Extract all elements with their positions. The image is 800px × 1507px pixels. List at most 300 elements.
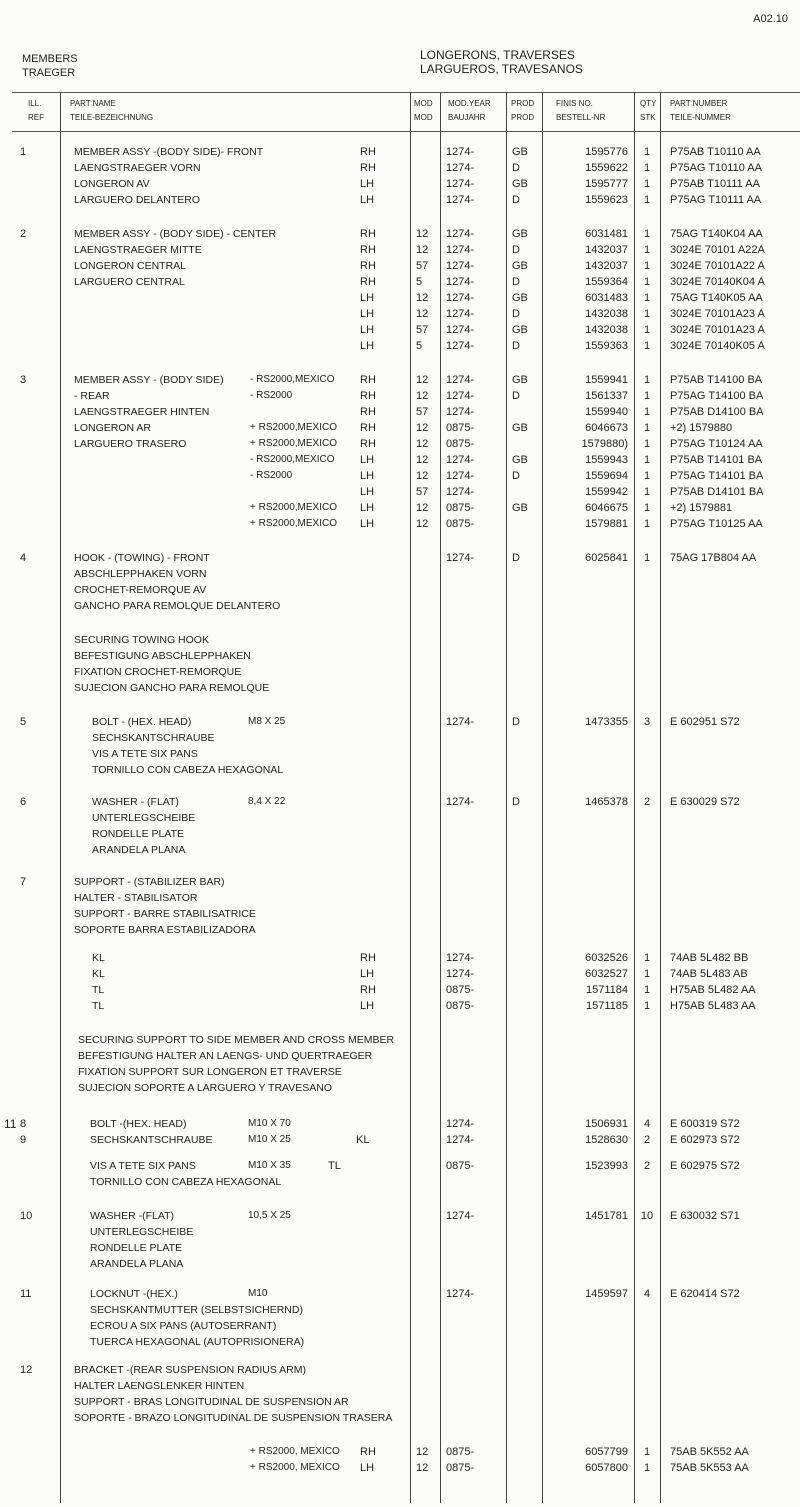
cell-year: 1274- (446, 1210, 475, 1222)
cell-name: SUPPORT - (STABILIZER BAR) (74, 876, 225, 888)
description-line: UNTERLEGSCHEIBE (90, 1226, 194, 1238)
cell-side: LH (360, 502, 375, 514)
cell-year: 1274- (446, 1118, 475, 1130)
cell-name: LOCKNUT -(HEX.) (90, 1288, 178, 1300)
section-title-right (420, 48, 583, 76)
cell-var: + RS2000, MEXICO (250, 1446, 340, 1457)
col-header-finis: FINIS NO. BESTELL-NR (556, 99, 606, 122)
cell-qty: 1 (643, 1446, 651, 1458)
cell-part: 75AG 17B804 AA (670, 552, 757, 564)
cell-var: + RS2000,MEXICO (250, 422, 337, 433)
cell-side: LH (360, 454, 375, 466)
cell-prod: D (512, 194, 520, 206)
description-line: SUPPORT - BRAS LONGITUDINAL DE SUSPENSION AR (74, 1396, 349, 1408)
cell-ref: 5 (20, 716, 27, 728)
cell-mod: 57 (416, 406, 429, 418)
table-row (0, 982, 800, 998)
cell-year: 1274- (446, 162, 475, 174)
cell-year: 0875- (446, 1446, 475, 1458)
cell-ref: 1 (20, 146, 27, 158)
description-line: HALTER LAENGSLENKER HINTEN (74, 1380, 245, 1392)
cell-ref: 8 (20, 1118, 27, 1130)
cell-prod: D (512, 796, 520, 808)
page-code: A02.10 (753, 13, 788, 25)
cell-qty: 1 (643, 374, 651, 386)
cell-prod: GB (512, 374, 528, 386)
cell-mod: 12 (416, 438, 429, 450)
cell-side: LH (360, 1000, 375, 1012)
cell-name: KL (92, 952, 105, 964)
cell-side: RH (360, 390, 376, 402)
cell-finis: 6046675 (585, 502, 628, 514)
title-es: LARGUEROS, TRAVESANOS (420, 62, 583, 76)
cell-finis: 1571185 (585, 1000, 628, 1012)
table-row (0, 500, 800, 516)
cell-finis: 1559942 (585, 486, 628, 498)
description-line: RONDELLE PLATE (90, 1242, 183, 1254)
description-line: UNTERLEGSCHEIBE (92, 812, 196, 824)
cell-qty: 1 (643, 178, 651, 190)
cell-part: +2) 1579881 (670, 502, 733, 514)
cell-part: 3024E 70101A22 A (670, 260, 765, 272)
cell-qty: 1 (643, 1000, 651, 1012)
cell-year: 1274- (446, 470, 475, 482)
cell-finis: 1459597 (585, 1288, 628, 1300)
cell-part: E 602951 S72 (670, 716, 740, 728)
cell-var: - RS2000 (250, 470, 293, 481)
cell-ref: 6 (20, 796, 27, 808)
cell-prod: D (512, 340, 520, 352)
cell-finis: 1595777 (585, 178, 628, 190)
cell-year: 1274- (446, 276, 475, 288)
cell-finis: 6031483 (585, 292, 628, 304)
table-row (0, 468, 800, 484)
col-header-mod: MOD MOD (414, 99, 433, 122)
description-line: TUERCA HEXAGONAL (AUTOPRISIONERA) (90, 1336, 305, 1348)
cell-prod: D (512, 244, 520, 256)
cell-name: MEMBER ASSY - (BODY SIDE) (74, 374, 224, 386)
cell-qty: 1 (643, 276, 651, 288)
cell-year: 1274- (446, 952, 475, 964)
cell-qty: 4 (643, 1288, 651, 1300)
cell-side: RH (360, 228, 376, 240)
table-row (0, 242, 800, 258)
cell-qty: 2 (643, 796, 651, 808)
cell-mod: 5 (416, 340, 423, 352)
cell-name: BOLT - (HEX. HEAD) (92, 716, 192, 728)
cell-side: RH (360, 984, 376, 996)
description-line: TORNILLO CON CABEZA HEXAGONAL (90, 1176, 282, 1188)
table-row (0, 388, 800, 404)
cell-year: 1274- (446, 486, 475, 498)
cell-year: 0875- (446, 1160, 475, 1172)
cell-qty: 1 (643, 454, 651, 466)
cell-year: 1274- (446, 340, 475, 352)
cell-name: - REAR (74, 390, 110, 402)
cell-name: LARGUERO CENTRAL (74, 276, 185, 288)
cell-name: SECHSKANTSCHRAUBE (90, 1134, 213, 1146)
cell-part: 3024E 70101 A22A (670, 244, 765, 256)
cell-finis: 6025841 (585, 552, 628, 564)
cell-name: LAENGSTRAEGER VORN (74, 162, 201, 174)
table-row (0, 306, 800, 322)
cell-side: LH (360, 194, 375, 206)
cell-year: 1274- (446, 1288, 475, 1300)
cell-side: LH (360, 178, 375, 190)
table-row (0, 290, 800, 306)
cell-name: BRACKET -(REAR SUSPENSION RADIUS ARM) (74, 1364, 307, 1376)
cell-year: 1274- (446, 178, 475, 190)
cell-year: 1274- (446, 260, 475, 272)
description-line: GANCHO PARA REMOLQUE DELANTERO (74, 600, 281, 612)
cell-qty: 1 (643, 470, 651, 482)
cell-var: M8 X 25 (248, 716, 286, 727)
table-row (0, 714, 800, 730)
table-row (0, 322, 800, 338)
col-header-year: MOD.YEAR BAUJAHR (448, 99, 491, 122)
cell-name: KL (92, 968, 105, 980)
cell-finis: 1451781 (585, 1210, 628, 1222)
cell-name: LAENGSTRAEGER HINTEN (74, 406, 210, 418)
cell-year: 0875- (446, 502, 475, 514)
cell-year: 1274- (446, 390, 475, 402)
cell-qty: 1 (643, 422, 651, 434)
cell-part: P75AG T10111 AA (670, 194, 762, 206)
cell-prod: D (512, 470, 520, 482)
cell-finis: 6046673 (585, 422, 628, 434)
table-row (0, 452, 800, 468)
cell-finis: 1559694 (585, 470, 628, 482)
cell-part: P75AB T10111 AA (670, 178, 760, 190)
header-bottom-rule (12, 131, 800, 132)
description-line: BEFESTIGUNG HALTER AN LAENGS- UND QUERTRAEGER (78, 1050, 373, 1062)
cell-qty: 1 (643, 406, 651, 418)
cell-finis: 1559363 (585, 340, 628, 352)
table-top-rule (12, 92, 800, 93)
table-row (0, 226, 800, 242)
cell-ref: 12 (20, 1364, 33, 1376)
cell-prod: GB (512, 146, 528, 158)
cell-part: P75AB T10110 AA (670, 146, 761, 158)
cell-prod: D (512, 552, 520, 564)
cell-qty: 1 (643, 438, 651, 450)
cell-ref: 4 (20, 552, 27, 564)
cell-finis: 1559622 (585, 162, 628, 174)
cell-qty: 1 (643, 324, 651, 336)
section-title-left (22, 52, 78, 80)
cell-finis: 1432038 (585, 324, 628, 336)
cell-finis: 1579881 (585, 518, 628, 530)
cell-name: LARGUERO TRASERO (74, 438, 187, 450)
description-line: SECHSKANTSCHRAUBE (92, 732, 215, 744)
margin-mark: 11 (4, 1117, 17, 1131)
cell-finis: 1506931 (585, 1118, 628, 1130)
table-row (0, 436, 800, 452)
cell-finis: 1559943 (585, 454, 628, 466)
cell-part: 3024E 70101A23 A (670, 324, 765, 336)
cell-part: H75AB 5L483 AA (670, 1000, 756, 1012)
cell-name: LONGERON CENTRAL (74, 260, 187, 272)
cell-qty: 1 (643, 194, 651, 206)
cell-side: LH (360, 324, 375, 336)
cell-mod: 12 (416, 228, 429, 240)
cell-year: 0875- (446, 984, 475, 996)
table-row (0, 1286, 800, 1302)
cell-prod: D (512, 716, 520, 728)
cell-qty: 4 (643, 1118, 651, 1130)
cell-mod: 5 (416, 276, 423, 288)
cell-ref: 9 (20, 1134, 27, 1146)
cell-mod: 12 (416, 502, 429, 514)
cell-year: 0875- (446, 422, 475, 434)
cell-side: RH (360, 438, 376, 450)
cell-finis: 1579880) (581, 438, 628, 450)
table-row (0, 420, 800, 436)
cell-name: HOOK - (TOWING) - FRONT (74, 552, 210, 564)
cell-mod: 57 (416, 324, 429, 336)
cell-year: 1274- (446, 552, 475, 564)
description-line: ARANDELA PLANA (90, 1258, 184, 1270)
cell-mod: 12 (416, 308, 429, 320)
cell-var: M10 X 70 (248, 1118, 291, 1129)
cell-name: MEMBER ASSY -(BODY SIDE)- FRONT (74, 146, 264, 158)
description-line: SUJECION SOPORTE A LARGUERO Y TRAVESANO (78, 1082, 333, 1094)
cell-mod: 12 (416, 518, 429, 530)
table-row (0, 372, 800, 388)
cell-year: 1274- (446, 1134, 475, 1146)
cell-side: LH (360, 308, 375, 320)
col-header-prod: PROD PROD (511, 99, 535, 122)
cell-var: - RS2000,MEXICO (250, 374, 335, 385)
cell-qty: 1 (643, 308, 651, 320)
table-row (0, 1208, 800, 1224)
cell-side: RH (360, 260, 376, 272)
cell-var: M10 X 25 (248, 1134, 291, 1145)
cell-year: 1274- (446, 454, 475, 466)
description-line: FIXATION CROCHET-REMORQUE (74, 666, 242, 678)
cell-name: LARGUERO DELANTERO (74, 194, 201, 206)
cell-ref: 10 (20, 1210, 33, 1222)
cell-qty: 1 (643, 146, 651, 158)
table-row (0, 794, 800, 810)
table-row (0, 144, 800, 160)
cell-mod: 12 (416, 470, 429, 482)
cell-year: 1274- (446, 796, 475, 808)
cell-year: 1274- (446, 146, 475, 158)
cell-finis: 1571184 (585, 984, 628, 996)
cell-mod: 12 (416, 292, 429, 304)
table-row (0, 192, 800, 208)
cell-name: LAENGSTRAEGER MITTE (74, 244, 202, 256)
cell-prod: GB (512, 292, 528, 304)
col-header-ill-ref: ILL. REF (28, 99, 44, 122)
cell-prod: GB (512, 178, 528, 190)
cell-mod: 12 (416, 390, 429, 402)
cell-ref: 11 (20, 1288, 32, 1300)
cell-year: 1274- (446, 292, 475, 304)
cell-finis: 6057800 (585, 1462, 628, 1474)
col-header-qty: QTY STK (640, 99, 657, 122)
cell-qty: 1 (643, 228, 651, 240)
cell-part: E 630029 S72 (670, 796, 740, 808)
description-line: SECURING TOWING HOOK (74, 634, 209, 646)
cell-finis: 1432037 (585, 260, 628, 272)
cell-name: MEMBER ASSY - (BODY SIDE) - CENTER (74, 228, 277, 240)
description-line: TORNILLO CON CABEZA HEXAGONAL (92, 764, 284, 776)
cell-mod: 57 (416, 486, 429, 498)
cell-finis: 1465378 (585, 796, 628, 808)
cell-qty: 1 (643, 486, 651, 498)
cell-side: RH (360, 1446, 376, 1458)
cell-prod: GB (512, 422, 528, 434)
cell-prod: GB (512, 454, 528, 466)
cell-part: 75AG T140K05 AA (670, 292, 763, 304)
cell-var: 10,5 X 25 (248, 1210, 291, 1221)
table-row (0, 160, 800, 176)
cell-var: + RS2000,MEXICO (250, 502, 337, 513)
description-line: SUPPORT - BARRE STABILISATRICE (74, 908, 256, 920)
description-line: VIS A TETE SIX PANS (92, 748, 198, 760)
table-row (0, 274, 800, 290)
table-row (0, 874, 800, 890)
cell-qty: 1 (643, 244, 651, 256)
cell-part: E 602975 S72 (670, 1160, 740, 1172)
description-line: ABSCHLEPPHAKEN VORN (74, 568, 207, 580)
col-header-part-number: PART NUMBER TEILE-NUMMER (670, 99, 731, 122)
cell-var: + RS2000,MEXICO (250, 438, 337, 449)
table-row (0, 1444, 800, 1460)
cell-finis: 1559623 (585, 194, 628, 206)
cell-side: RH (360, 422, 376, 434)
cell-qty: 2 (643, 1160, 651, 1172)
cell-mod: 57 (416, 260, 429, 272)
cell-prod: GB (512, 502, 528, 514)
description-line: CROCHET-REMORQUE AV (74, 584, 207, 596)
col-header-part-name: PART NAME TEILE-BEZEICHNUNG (70, 99, 154, 122)
table-row (0, 550, 800, 566)
cell-side: RH (360, 244, 376, 256)
description-line: SOPORTE BARRA ESTABILIZADORA (74, 924, 256, 936)
cell-finis: 1432037 (585, 244, 628, 256)
cell-part: E 602973 S72 (670, 1134, 740, 1146)
description-line: SOPORTE - BRAZO LONGITUDINAL DE SUSPENSION TRASERA (74, 1412, 393, 1424)
title-fr: LONGERONS, TRAVERSES (420, 48, 575, 62)
cell-side: RH (360, 406, 376, 418)
cell-prod: D (512, 276, 520, 288)
cell-qty: 1 (643, 984, 651, 996)
cell-prod: D (512, 162, 520, 174)
cell-side: KL (356, 1134, 370, 1146)
cell-part: P75AG T14101 BA (670, 470, 764, 482)
cell-part: 75AB 5K552 AA (670, 1446, 749, 1458)
cell-qty: 1 (643, 162, 651, 174)
cell-side: LH (360, 470, 375, 482)
description-line: ARANDELA PLANA (92, 844, 186, 856)
cell-ref: 3 (20, 374, 27, 386)
cell-part: P75AB T14101 BA (670, 454, 763, 466)
cell-name: TL (92, 984, 105, 996)
cell-side: RH (360, 146, 376, 158)
cell-part: H75AB 5L482 AA (670, 984, 756, 996)
description-line: HALTER - STABILISATOR (74, 892, 198, 904)
cell-side: LH (360, 518, 375, 530)
cell-side: LH (360, 340, 375, 352)
cell-part: P75AB T14100 BA (670, 374, 763, 386)
cell-qty: 1 (643, 968, 651, 980)
cell-year: 1274- (446, 244, 475, 256)
cell-qty: 1 (643, 292, 651, 304)
cell-year: 1274- (446, 374, 475, 386)
cell-prod: GB (512, 324, 528, 336)
cell-part: 3024E 70101A23 A (670, 308, 765, 320)
cell-year: 0875- (446, 1462, 475, 1474)
cell-part: E 600319 S72 (670, 1118, 740, 1130)
cell-name: LONGERON AR (74, 422, 152, 434)
cell-name: BOLT -(HEX. HEAD) (90, 1118, 187, 1130)
cell-mod: 12 (416, 374, 429, 386)
cell-part: P75AG T14100 BA (670, 390, 764, 402)
cell-finis: 1523993 (585, 1160, 628, 1172)
table-row (0, 998, 800, 1014)
cell-prod: GB (512, 260, 528, 272)
cell-finis: 6031481 (585, 228, 628, 240)
cell-side: RH (360, 952, 376, 964)
table-row (0, 950, 800, 966)
cell-var: M10 (248, 1288, 268, 1299)
cell-qty: 1 (643, 260, 651, 272)
cell-finis: 1595776 (585, 146, 628, 158)
cell-qty: 1 (643, 518, 651, 530)
cell-finis: 1559364 (585, 276, 628, 288)
cell-finis: 1528630 (585, 1134, 628, 1146)
cell-qty: 1 (643, 502, 651, 514)
cell-side: LH (360, 968, 375, 980)
cell-qty: 2 (643, 1134, 651, 1146)
cell-var: M10 X 35 (248, 1160, 291, 1171)
cell-year: 1274- (446, 194, 475, 206)
cell-year: 1274- (446, 406, 475, 418)
cell-part: +2) 1579880 (670, 422, 733, 434)
cell-part: P75AB D14101 BA (670, 486, 764, 498)
cell-part: P75AB D14100 BA (670, 406, 764, 418)
table-row (0, 1362, 800, 1378)
cell-part: E 620414 S72 (670, 1288, 740, 1300)
cell-qty: 1 (643, 340, 651, 352)
cell-year: 1274- (446, 324, 475, 336)
table-row (0, 1158, 800, 1174)
title-de: TRAEGER (22, 67, 76, 79)
cell-part: 74AB 5L482 BB (670, 952, 749, 964)
cell-name: TL (92, 1000, 105, 1012)
description-line: BEFESTIGUNG ABSCHLEPPHAKEN (74, 650, 251, 662)
cell-side: RH (360, 162, 376, 174)
cell-side: TL (328, 1160, 341, 1172)
cell-year: 0875- (446, 438, 475, 450)
cell-part: 75AG T140K04 AA (670, 228, 763, 240)
cell-side: RH (360, 276, 376, 288)
cell-name: WASHER -(FLAT) (90, 1210, 174, 1222)
cell-mod: 12 (416, 244, 429, 256)
table-row (0, 258, 800, 274)
table-row (0, 1460, 800, 1476)
cell-year: 1274- (446, 716, 475, 728)
cell-prod: D (512, 308, 520, 320)
table-row (0, 1132, 800, 1148)
description-line: SECURING SUPPORT TO SIDE MEMBER AND CROSS MEMBER (78, 1034, 395, 1046)
cell-name: VIS A TETE SIX PANS (90, 1160, 196, 1172)
cell-name: LONGERON AV (74, 178, 150, 190)
description-line: FIXATION SUPPORT SUR LONGERON ET TRAVERSE (78, 1066, 342, 1078)
